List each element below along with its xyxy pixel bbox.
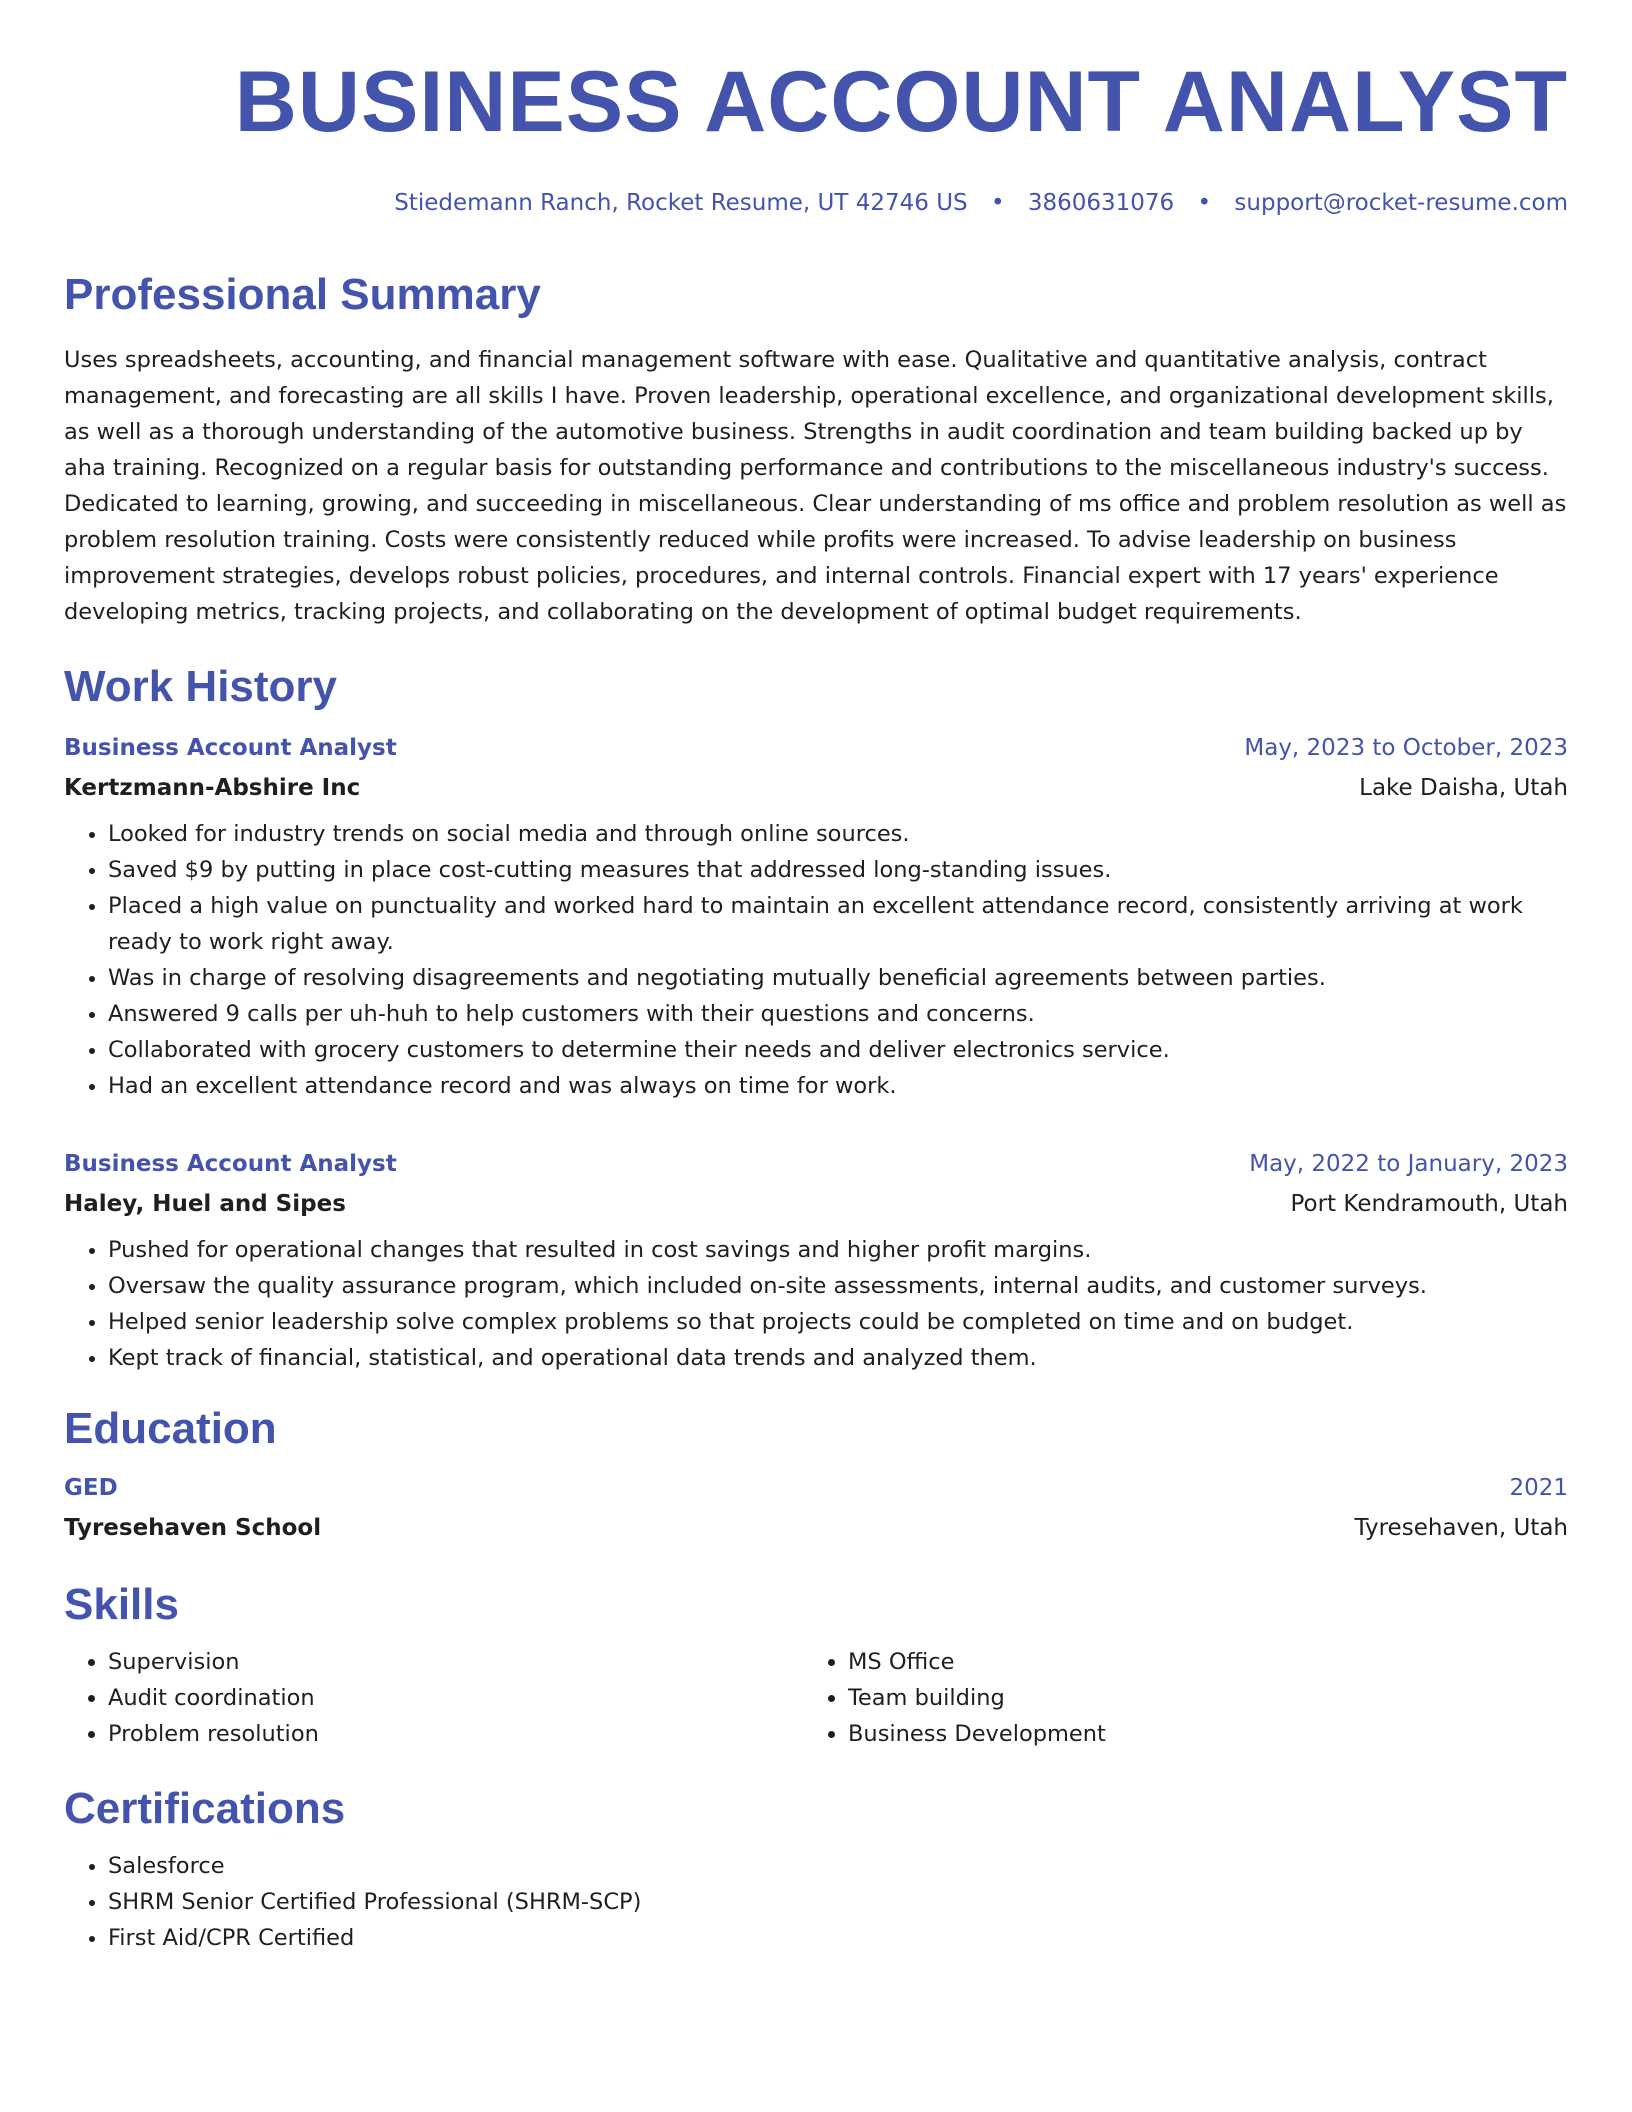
job-location: Port Kendramouth, Utah xyxy=(1290,1191,1568,1217)
job-bullet: • Placed a high value on punctuality and worked hard to maintain an excellent attendance record, consistently arriving at work ready to work right away. xyxy=(108,888,1568,960)
job-dates: May, 2023 to October, 2023 xyxy=(1244,735,1568,761)
resume-header xyxy=(64,0,1568,218)
summary-text: Uses spreadsheets, accounting, and financial management software with ease. Qualitative and quantitative analysis, contract management, and forecasting are all skills I have. Proven leadership, operational excellence, and organizational development skills, as well as a thorough understanding of the automotive business. Strengths in audit coordination and team building backed up by aha training. Recognized on a regular basis for outstanding performance and contributions to the miscellaneous industry's success. Dedicated to learning, growing, and succeeding in miscellaneous. Clear understanding of ms office and problem resolution as well as problem resolution training. Costs were consistently reduced while profits were increased. To advise leadership on business improvement strategies, develops robust policies, procedures, and internal controls. Financial expert with 17 years' experience developing metrics, tracking projects, and collaborating on the development of optimal budget requirements. xyxy=(64,347,1567,625)
job-entry xyxy=(64,732,1568,1104)
education-school: Tyresehaven School xyxy=(64,1515,322,1541)
skill-item: • Audit coordination xyxy=(108,1680,804,1716)
job-entry xyxy=(64,1148,1568,1376)
job-company: Kertzmann-Abshire Inc xyxy=(64,775,361,801)
job-bullet: • Oversaw the quality assurance program, which included on-site assessments, internal audits, and customer surveys. xyxy=(108,1268,1568,1304)
contact-separator: • xyxy=(990,190,1005,216)
education-entry xyxy=(64,1472,1568,1544)
job-bullet: • Saved $9 by putting in place cost-cutting measures that addressed long-standing issues. xyxy=(108,852,1568,888)
job-dates: May, 2022 to January, 2023 xyxy=(1249,1151,1568,1177)
certification-item: • SHRM Senior Certified Professional (SHRM-SCP) xyxy=(108,1884,1568,1920)
certifications-heading: Certifications xyxy=(64,1784,346,1833)
job-bullets xyxy=(64,816,1568,1104)
skill-item: • Team building xyxy=(848,1680,1544,1716)
skill-item: • Supervision xyxy=(108,1644,804,1680)
skills-column-right xyxy=(804,1644,1544,1752)
education-location: Tyresehaven, Utah xyxy=(1354,1515,1568,1541)
work-history-heading: Work History xyxy=(64,662,338,711)
job-title: Business Account Analyst xyxy=(64,735,397,761)
skill-item: • Problem resolution xyxy=(108,1716,804,1752)
education-heading: Education xyxy=(64,1404,277,1453)
resume-name: BUSINESS ACCOUNT ANALYST xyxy=(234,54,1568,150)
certification-item: • Salesforce xyxy=(108,1848,1568,1884)
job-bullet: • Collaborated with grocery customers to determine their needs and deliver electronics service. xyxy=(108,1032,1568,1068)
contact-address: Stiedemann Ranch, Rocket Resume, UT 42746 US xyxy=(394,190,968,216)
contact-line xyxy=(64,188,1568,218)
job-bullet: • Helped senior leadership solve complex problems so that projects could be completed on time and on budget. xyxy=(108,1304,1568,1340)
job-company: Haley, Huel and Sipes xyxy=(64,1191,346,1217)
job-location: Lake Daisha, Utah xyxy=(1359,775,1568,801)
job-bullet: • Had an excellent attendance record and was always on time for work. xyxy=(108,1068,1568,1104)
certification-item: • First Aid/CPR Certified xyxy=(108,1920,1568,1956)
contact-separator: • xyxy=(1197,190,1212,216)
job-bullet: • Looked for industry trends on social media and through online sources. xyxy=(108,816,1568,852)
skills-column-left xyxy=(64,1644,804,1752)
education-degree: GED xyxy=(64,1475,118,1501)
contact-phone: 3860631076 xyxy=(1027,190,1175,216)
job-bullet: • Was in charge of resolving disagreements and negotiating mutually beneficial agreements between parties. xyxy=(108,960,1568,996)
job-bullet: • Answered 9 calls per uh-huh to help customers with their questions and concerns. xyxy=(108,996,1568,1032)
skills-list xyxy=(64,1644,1568,1752)
job-bullet: • Kept track of financial, statistical, and operational data trends and analyzed them. xyxy=(108,1340,1568,1376)
summary-heading: Professional Summary xyxy=(64,270,541,319)
job-title: Business Account Analyst xyxy=(64,1151,397,1177)
education-year: 2021 xyxy=(1509,1475,1568,1501)
skills-heading: Skills xyxy=(64,1580,179,1629)
job-bullet: • Pushed for operational changes that resulted in cost savings and higher profit margins. xyxy=(108,1232,1568,1268)
skill-item: • Business Development xyxy=(848,1716,1544,1752)
contact-email: support@rocket-resume.com xyxy=(1234,190,1568,216)
certifications-list xyxy=(64,1848,1568,1956)
skill-item: • MS Office xyxy=(848,1644,1544,1680)
job-bullets xyxy=(64,1232,1568,1376)
